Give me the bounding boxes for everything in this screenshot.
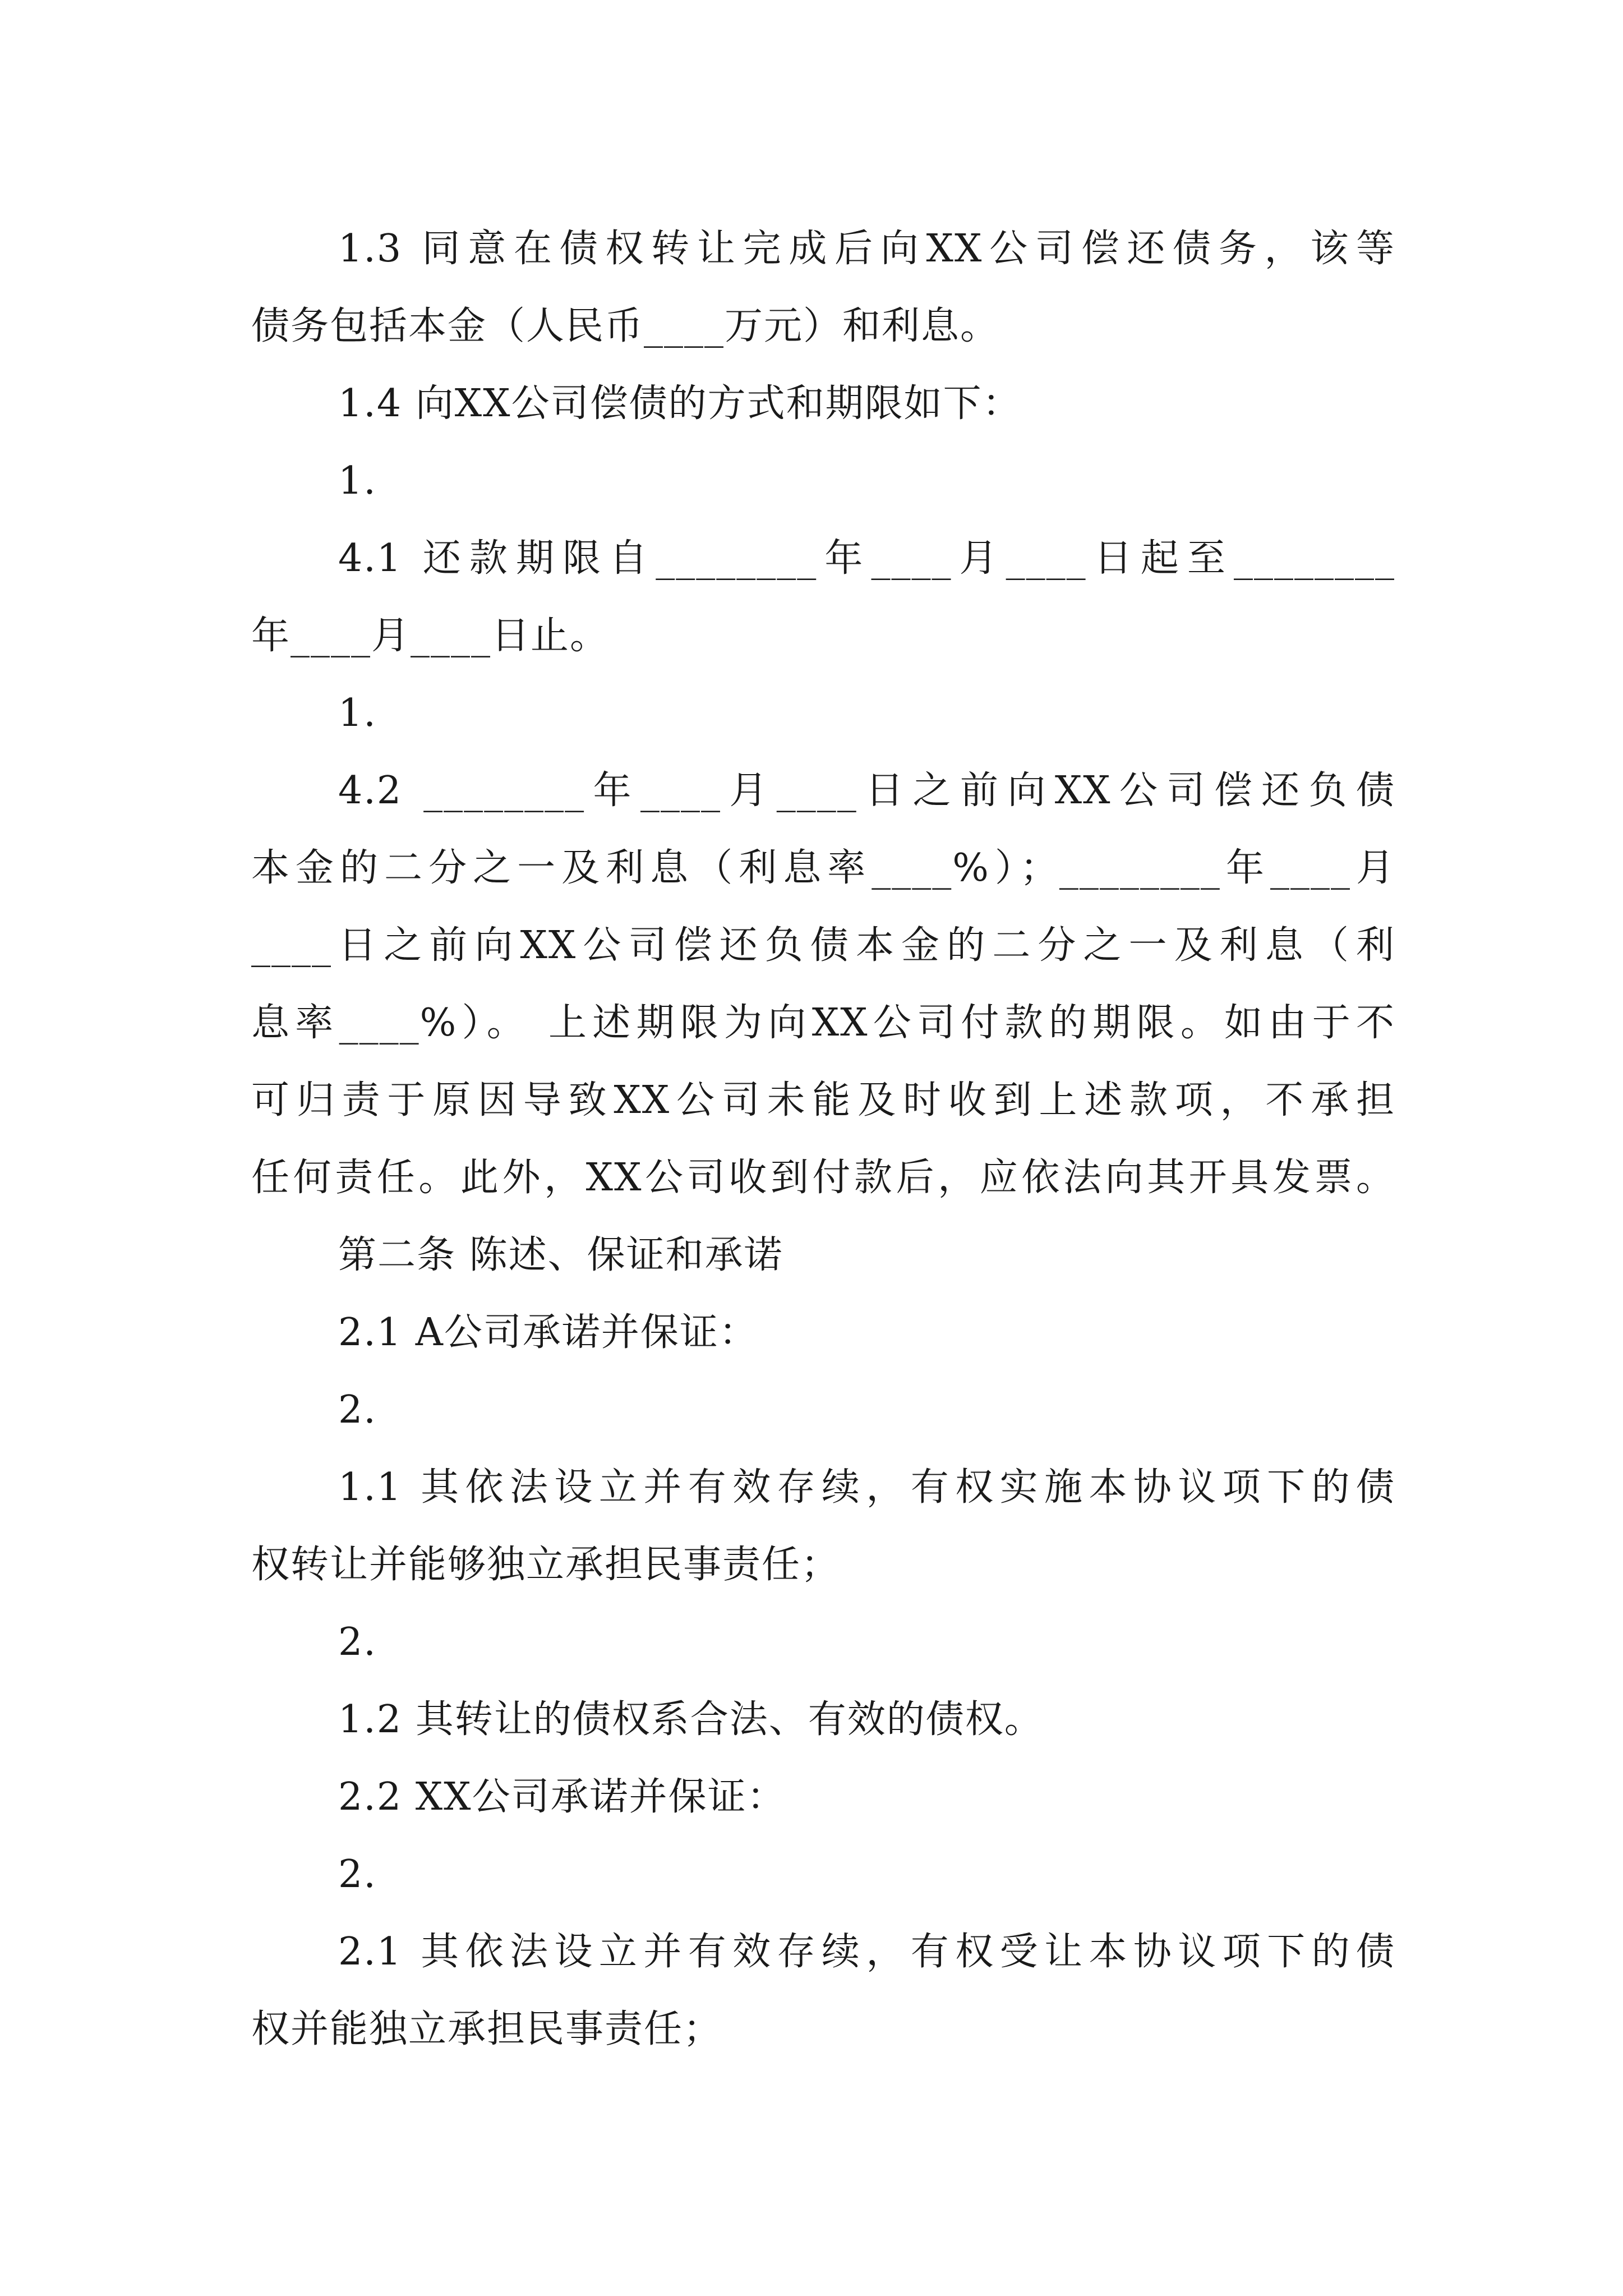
paragraph-line: 1.3 同意在债权转让完成后向XX公司偿还债务，该等: [338, 227, 1395, 271]
paragraph-line: 2.2 XX公司承诺并保证：: [338, 1775, 786, 1819]
paragraph-line: 2.: [338, 1852, 377, 1897]
paragraph-line: 4.2 ________年____月____日之前向XX公司偿还负债: [338, 769, 1395, 813]
paragraph-line: 2.: [338, 1620, 377, 1664]
paragraph-line: 任何责任。此外，XX公司收到付款后，应依法向其开具发票。: [251, 1156, 1395, 1200]
paragraph-line: 年____月____日止。: [251, 614, 610, 658]
paragraph-line: 1.2 其转让的债权系合法、有效的债权。: [338, 1697, 1044, 1742]
paragraph-line: 权转让并能够独立承担民事责任；: [251, 1543, 841, 1587]
paragraph-line: 4.1 还款期限自________年____月____日起至________: [338, 536, 1395, 581]
paragraph-line: 本金的二分之一及利息（利息率____%）；________年____月: [251, 846, 1395, 890]
document-body: [251, 210, 1395, 2068]
paragraph-line: 可归责于原因导致XX公司未能及时收到上述款项，不承担: [251, 1078, 1395, 1122]
paragraph-line: 1.1 其依法设立并有效存续，有权实施本协议项下的债: [338, 1465, 1395, 1510]
paragraph-line: 债务包括本金（人民币____万元）和利息。: [251, 304, 1000, 348]
paragraph-line: 1.4 向XX公司偿债的方式和期限如下：: [338, 381, 1022, 426]
paragraph-line: ____日之前向XX公司偿还负债本金的二分之一及利息（利: [251, 923, 1395, 968]
section-heading: 第二条 陈述、保证和承诺: [338, 1233, 783, 1277]
paragraph-line: 息率____%）。 上述期限为向XX公司付款的期限。如由于不: [251, 1001, 1395, 1045]
paragraph-line: 2.1 其依法设立并有效存续，有权受让本协议项下的债: [338, 1930, 1395, 1974]
paragraph-line: 2.1 A公司承诺并保证：: [338, 1310, 758, 1355]
paragraph-line: 1.: [338, 459, 377, 503]
paragraph-line: 1.: [338, 691, 377, 735]
paragraph-line: 2.: [338, 1388, 377, 1432]
paragraph-line: 权并能独立承担民事责任；: [251, 2007, 723, 2051]
